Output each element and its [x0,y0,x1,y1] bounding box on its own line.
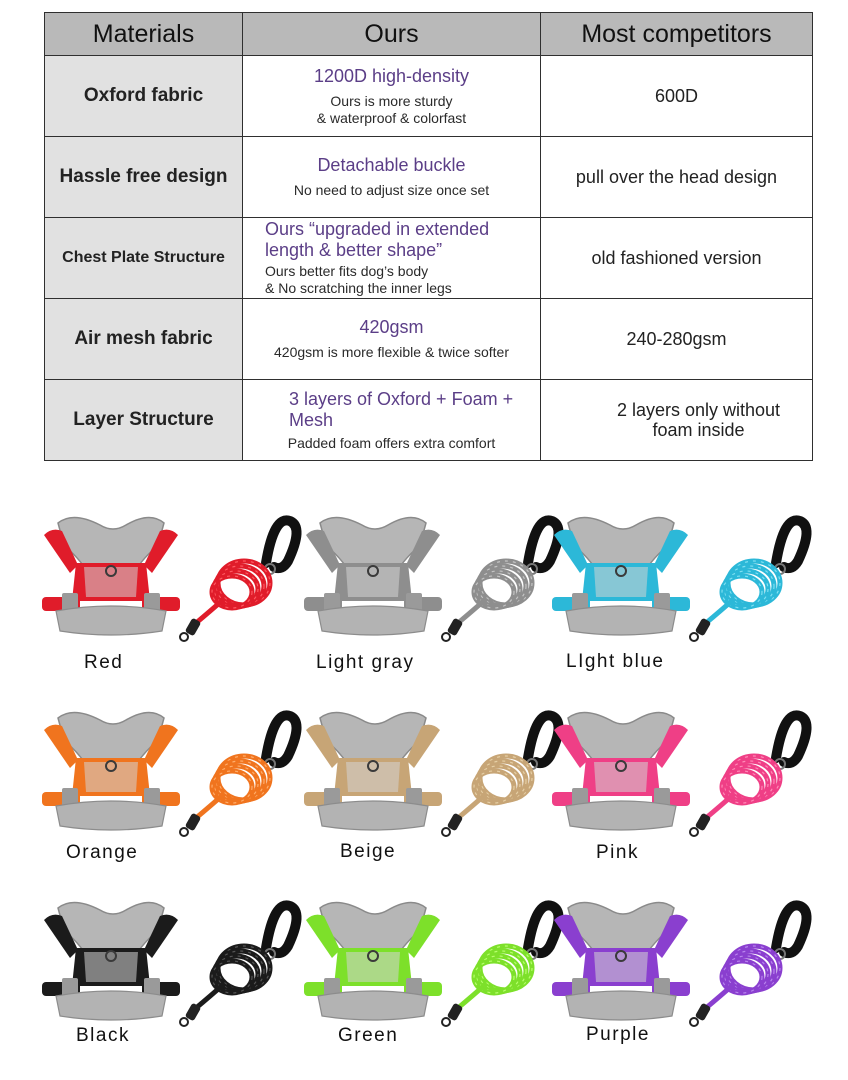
ours-left-block [243,389,540,431]
color-label: Green [338,1025,399,1046]
ours-cell [243,218,541,299]
ours-sub-line: & waterproof & colorfast [316,109,467,126]
ours-sub-line: No need to adjust size once set [293,182,490,198]
ours-subtext [265,263,540,297]
color-swatch [300,505,570,695]
dog-harness-icon [304,517,442,635]
color-swatch [38,890,308,1080]
comparison-table [44,12,813,461]
ours-left-block [243,219,540,297]
dog-harness-icon [42,517,180,635]
color-label: Beige [340,841,397,862]
dog-harness-icon [304,712,442,830]
color-swatch [548,700,818,890]
ours-subtext [243,93,540,127]
coiled-leash-icon [690,715,807,836]
coiled-leash-icon [690,905,807,1026]
color-label: Orange [66,842,139,863]
table-header-row [45,13,813,56]
ours-title: Detachable buckle [317,155,466,175]
color-label: Red [84,652,124,673]
color-label: Black [76,1025,130,1046]
competitor-cell: old fashioned version [541,218,813,299]
color-swatch [300,700,570,890]
ours-title: Ours “upgraded in extended length & better shape” [265,219,490,260]
coiled-leash-icon [180,905,297,1026]
ours-cell [243,380,541,461]
table-row [45,137,813,218]
color-label: Purple [586,1024,650,1045]
material-cell: Air mesh fabric [45,299,243,380]
dog-harness-icon [552,902,690,1020]
material-cell: Chest Plate Structure [45,218,243,299]
dog-harness-icon [42,902,180,1020]
color-swatch [300,890,570,1080]
material-cell: Hassle free design [45,137,243,218]
ours-sub-line: Ours is more sturdy [330,92,453,109]
ours-cell [243,137,541,218]
ours-sub-line: Padded foam offers extra comfort [287,434,496,451]
color-label: Pink [596,842,639,863]
material-cell: Layer Structure [45,380,243,461]
color-label: Light gray [316,652,415,673]
table-row [45,299,813,380]
ours-sub-line: 420gsm is more flexible & twice softer [274,344,509,360]
coiled-leash-icon [442,905,559,1026]
ours-title: 1200D high-density [313,65,470,86]
table-row [45,218,813,299]
dog-harness-icon [304,902,442,1020]
coiled-leash-icon [442,715,559,836]
coiled-leash-icon [690,520,807,641]
competitor-cell: pull over the head design [541,137,813,218]
color-swatch [38,700,308,890]
header-materials: Materials [45,13,243,56]
dog-harness-icon [42,712,180,830]
table-row [45,56,813,137]
competitor-cell [541,380,813,461]
ours-title: 420gsm [359,317,424,337]
ours-cell [243,56,541,137]
coiled-leash-icon [180,520,297,641]
ours-title: 3 layers of Oxford + Foam + Mesh [289,388,514,430]
dog-harness-icon [552,712,690,830]
dog-harness-icon [552,517,690,635]
color-swatch [548,890,818,1080]
coiled-leash-icon [180,715,297,836]
competitor-line: foam inside [652,420,745,440]
header-ours: Ours [243,13,541,56]
competitor-cell: 600D [541,56,813,137]
coiled-leash-icon [442,520,559,641]
ours-sub-line: & No scratching the inner legs [265,280,452,296]
competitor-cell: 240-280gsm [541,299,813,380]
competitor-line: 2 layers only without [616,400,781,420]
color-label: LIght blue [566,651,665,672]
ours-sub-line: Ours better fits dog’s body [265,263,429,279]
ours-cell [243,299,541,380]
header-competitors: Most competitors [541,13,813,56]
color-swatch [38,505,308,695]
color-swatch [548,505,818,695]
table-row [45,380,813,461]
material-cell: Oxford fabric [45,56,243,137]
